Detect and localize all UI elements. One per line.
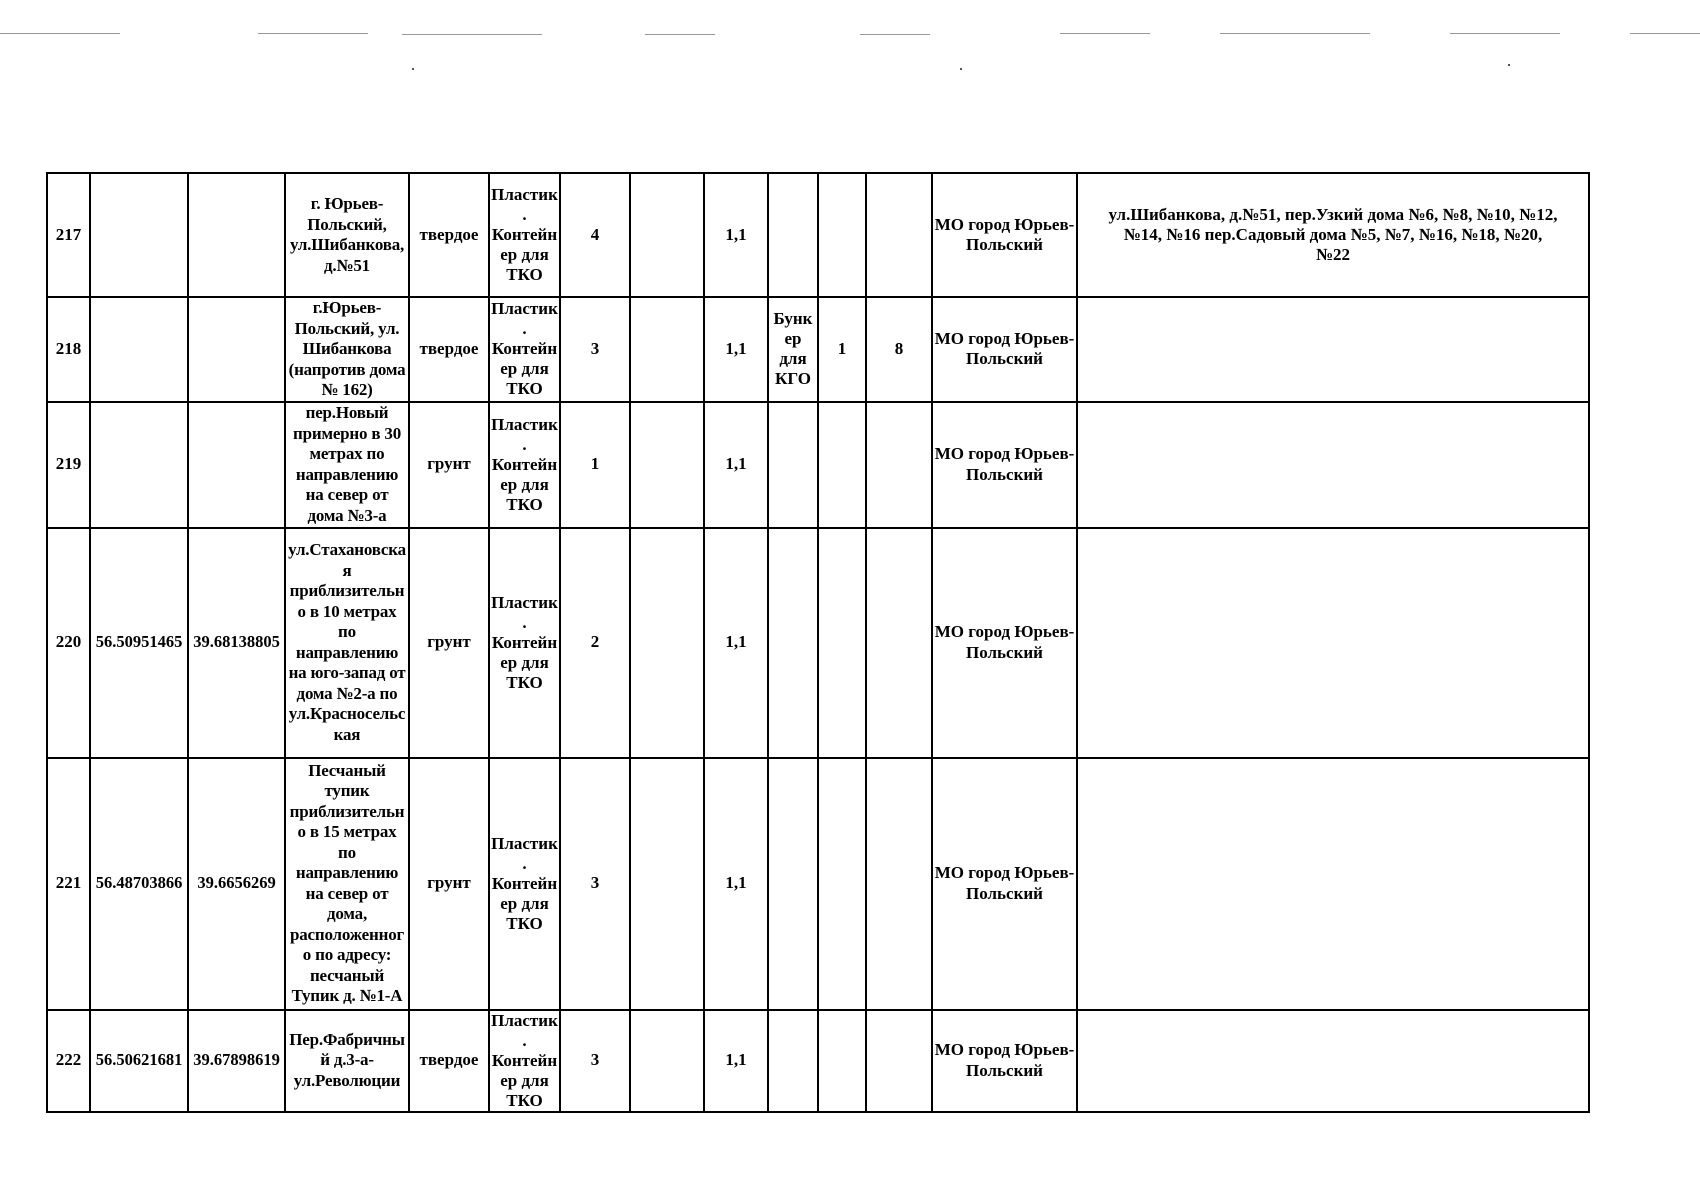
served-addresses-cell	[1077, 297, 1589, 402]
served-addresses-line-1: ул.Шибанкова, д.№51, пер.Узкий дома №6, №8, №10, №12,	[1108, 205, 1558, 224]
longitude-cell	[188, 173, 285, 297]
container-count-cell: 1	[560, 402, 630, 528]
row-number: 218	[47, 297, 90, 402]
address-cell: Песчаный тупик приблизительно в 15 метрах по направлению на север от дома, расположенного по адресу: песчаный Тупик д. №1-А	[285, 758, 409, 1010]
served-addresses-cell	[1077, 528, 1589, 758]
volume-cell: 1,1	[704, 297, 768, 402]
table-row	[47, 402, 1589, 528]
latitude-cell	[90, 402, 188, 528]
bunker-count-cell	[818, 173, 866, 297]
longitude-cell	[188, 297, 285, 402]
table-body	[47, 173, 1589, 1112]
surface-cell: твердое	[409, 173, 489, 297]
bunker-count-cell	[818, 528, 866, 758]
empty-cell	[630, 297, 704, 402]
container-type-cell: Пластик. Контейнер для ТКО	[489, 528, 560, 758]
empty-cell	[630, 528, 704, 758]
row-number: 219	[47, 402, 90, 528]
container-type-cell: Пластик. Контейнер для ТКО	[489, 402, 560, 528]
surface-cell: твердое	[409, 297, 489, 402]
volume-cell: 1,1	[704, 402, 768, 528]
latitude-cell: 56.48703866	[90, 758, 188, 1010]
bunker-type-cell	[768, 758, 818, 1010]
address-cell: г.Юрьев-Польский, ул. Шибанкова (напротив дома № 162)	[285, 297, 409, 402]
table-row	[47, 758, 1589, 1010]
row-number: 217	[47, 173, 90, 297]
bunker-volume-cell	[866, 758, 932, 1010]
volume-cell: 1,1	[704, 1010, 768, 1112]
empty-cell	[630, 1010, 704, 1112]
bunker-volume-cell: 8	[866, 297, 932, 402]
address-cell: Пер.Фабричный д.3-а-ул.Революции	[285, 1010, 409, 1112]
container-type-cell: Пластик. Контейнер для ТКО	[489, 758, 560, 1010]
bunker-type-cell	[768, 528, 818, 758]
container-count-cell: 3	[560, 297, 630, 402]
scan-artifacts	[0, 0, 1700, 80]
surface-cell: твердое	[409, 1010, 489, 1112]
owner-cell: МО город Юрьев-Польский	[932, 297, 1077, 402]
surface-cell: грунт	[409, 758, 489, 1010]
bunker-type-cell	[768, 1010, 818, 1112]
volume-cell: 1,1	[704, 173, 768, 297]
bunker-type-cell: Бункер для КГО	[768, 297, 818, 402]
surface-cell: грунт	[409, 402, 489, 528]
longitude-cell: 39.6656269	[188, 758, 285, 1010]
bunker-count-cell: 1	[818, 297, 866, 402]
row-number: 222	[47, 1010, 90, 1112]
bunker-volume-cell	[866, 402, 932, 528]
container-count-cell: 3	[560, 1010, 630, 1112]
container-type-cell: Пластик. Контейнер для ТКО	[489, 297, 560, 402]
container-type-cell: Пластик. Контейнер для ТКО	[489, 1010, 560, 1112]
bunker-type-cell	[768, 402, 818, 528]
latitude-cell: 56.50621681	[90, 1010, 188, 1112]
empty-cell	[630, 402, 704, 528]
address-cell: пер.Новый примерно в 30 метрах по направлению на север от дома №3-а	[285, 402, 409, 528]
longitude-cell: 39.68138805	[188, 528, 285, 758]
address-cell: ул.Стахановская приблизительно в 10 метрах по направлению на юго-запад от дома №2-а по ул.Красносельская	[285, 528, 409, 758]
served-addresses-cell	[1077, 1010, 1589, 1112]
latitude-cell: 56.50951465	[90, 528, 188, 758]
waste-sites-table	[46, 172, 1590, 1113]
table-row	[47, 173, 1589, 297]
bunker-count-cell	[818, 402, 866, 528]
table-row	[47, 528, 1589, 758]
served-addresses-cell	[1077, 402, 1589, 528]
owner-cell: МО город Юрьев-Польский	[932, 1010, 1077, 1112]
empty-cell	[630, 758, 704, 1010]
served-addresses-line-2: №14, №16 пер.Садовый дома №5, №7, №16, №18, №20,	[1123, 225, 1543, 244]
row-number: 221	[47, 758, 90, 1010]
volume-cell: 1,1	[704, 528, 768, 758]
bunker-volume-cell	[866, 528, 932, 758]
table-row	[47, 297, 1589, 402]
served-addresses-line-3: №22	[1315, 245, 1351, 264]
volume-cell: 1,1	[704, 758, 768, 1010]
bunker-count-cell	[818, 758, 866, 1010]
served-addresses-cell	[1077, 758, 1589, 1010]
surface-cell: грунт	[409, 528, 489, 758]
latitude-cell	[90, 173, 188, 297]
owner-cell: МО город Юрьев-Польский	[932, 528, 1077, 758]
longitude-cell	[188, 402, 285, 528]
longitude-cell: 39.67898619	[188, 1010, 285, 1112]
owner-cell: МО город Юрьев-Польский	[932, 402, 1077, 528]
container-count-cell: 2	[560, 528, 630, 758]
container-count-cell: 3	[560, 758, 630, 1010]
latitude-cell	[90, 297, 188, 402]
bunker-type-cell	[768, 173, 818, 297]
owner-cell: МО город Юрьев-Польский	[932, 173, 1077, 297]
container-count-cell: 4	[560, 173, 630, 297]
owner-cell: МО город Юрьев-Польский	[932, 758, 1077, 1010]
row-number: 220	[47, 528, 90, 758]
bunker-volume-cell	[866, 173, 932, 297]
empty-cell	[630, 173, 704, 297]
container-type-cell: Пластик. Контейнер для ТКО	[489, 173, 560, 297]
bunker-volume-cell	[866, 1010, 932, 1112]
bunker-count-cell	[818, 1010, 866, 1112]
served-addresses-cell	[1077, 173, 1589, 297]
table-row	[47, 1010, 1589, 1112]
address-cell: г. Юрьев-Польский, ул.Шибанкова, д.№51	[285, 173, 409, 297]
